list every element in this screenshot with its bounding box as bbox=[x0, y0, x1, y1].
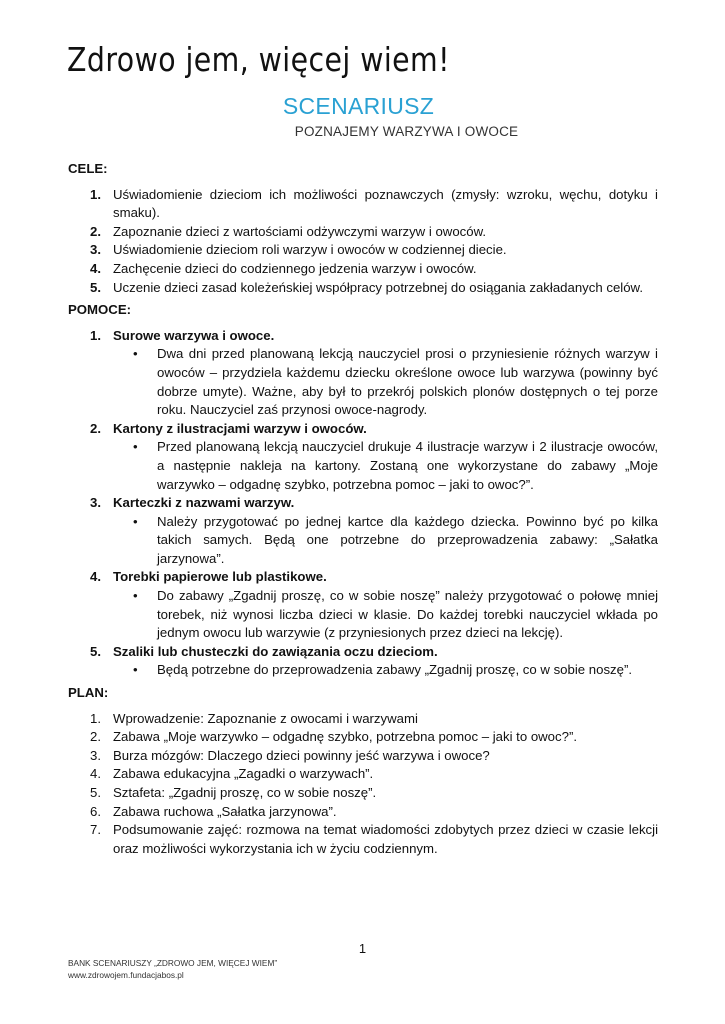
list-number: 1. bbox=[90, 186, 101, 202]
list-item bbox=[68, 327, 658, 420]
bullet-icon: • bbox=[133, 662, 138, 678]
bullet-list bbox=[113, 438, 658, 494]
cele-heading: CELE: bbox=[68, 161, 108, 176]
list-number: 3. bbox=[90, 747, 101, 763]
list-item bbox=[68, 241, 658, 260]
list-item bbox=[68, 186, 658, 223]
plan-heading: PLAN: bbox=[68, 685, 109, 701]
list-number: 2. bbox=[90, 223, 101, 239]
list-text: Uświadomienie dzieciom roli warzyw i owoców w codziennej diecie. bbox=[113, 242, 507, 258]
list-text: Wprowadzenie: Zapoznanie z owocami i warzywami bbox=[113, 710, 418, 726]
item-title: Surowe warzywa i owoce. bbox=[113, 327, 275, 343]
pomoce-list bbox=[68, 327, 658, 680]
bullet-item bbox=[113, 513, 658, 569]
bullet-text: Do zabawy „Zgadnij proszę, co w sobie noszę” należy przygotować o połowę mniej torebek, niż wynosi liczba dzieci w klasie. Do każdej torebki nauczyciel wkłada po jednym owocu lub warzywie (z przyniesionych przez dzieci na lekcję). bbox=[157, 588, 658, 641]
list-number: 1. bbox=[90, 710, 101, 726]
plan-list bbox=[68, 710, 658, 859]
bullet-icon: • bbox=[133, 346, 138, 362]
bullet-text: Należy przygotować po jednej kartce dla każdego dziecka. Powinno być po kilka takich samych. Będą one potrzebne do przeprowadzenia zabawy: „Sałatka jarzynowa”. bbox=[157, 513, 658, 566]
list-text: Uświadomienie dzieciom ich możliwości poznawczych (zmysły: wzroku, węchu, dotyku i smaku). bbox=[113, 186, 658, 221]
bullet-text: Przed planowaną lekcją nauczyciel drukuje 4 ilustracje warzyw i 2 ilustracje owoców, a następnie nakleja na kartony. Zostaną one wykorzystane do zabawy „Moje warzywko – odgadnę szybko, potrzebna pomoc – jaki to owoc?”. bbox=[157, 439, 658, 492]
footer-title: BANK SCENARIUSZY „ZDROWO JEM, WIĘCEJ WIEM” bbox=[68, 958, 278, 968]
list-item bbox=[68, 279, 658, 298]
item-title: Kartony z ilustracjami warzyw i owoców. bbox=[113, 420, 367, 436]
bullet-list bbox=[113, 345, 658, 419]
list-number: 3. bbox=[90, 242, 101, 258]
list-number: 4. bbox=[90, 766, 101, 782]
list-number: 3. bbox=[90, 495, 101, 511]
bullet-list bbox=[113, 661, 658, 680]
bullet-list bbox=[113, 587, 658, 643]
pomoce-heading: POMOCE: bbox=[68, 302, 132, 318]
list-item bbox=[68, 223, 658, 242]
list-number: 5. bbox=[90, 643, 101, 659]
bullet-text: Dwa dni przed planowaną lekcją nauczyciel prosi o przyniesienie różnych warzyw i owoców – przydziela każdemu dziecku określone owoce lub warzywa (powinny być dobrze umyte). Ważne, aby był to przekrój polskich plonów dostępnych o tej porze roku. Nauczyciel zaś przynosi owoce-nagrody. bbox=[157, 346, 658, 418]
bullet-item bbox=[113, 438, 658, 494]
list-number: 2. bbox=[90, 420, 101, 436]
list-item bbox=[68, 803, 658, 822]
list-text: Zapoznanie dzieci z wartościami odżywczymi warzyw i owoców. bbox=[113, 223, 487, 239]
list-number: 7. bbox=[90, 822, 101, 838]
item-title: Karteczki z nazwami warzyw. bbox=[113, 495, 295, 511]
logo-text: Zdrowo jem, więcej wiem! bbox=[67, 40, 450, 79]
list-item bbox=[68, 728, 658, 747]
list-number: 6. bbox=[90, 803, 101, 819]
list-text: Zabawa edukacyjna „Zagadki o warzywach”. bbox=[113, 766, 374, 782]
list-item bbox=[68, 260, 658, 279]
bullet-item bbox=[113, 587, 658, 643]
page-number: 1 bbox=[358, 941, 367, 956]
document-subtitle: POZNAJEMY WARZYWA I OWOCE bbox=[294, 124, 519, 139]
list-text: Zachęcenie dzieci do codziennego jedzenia warzyw i owoców. bbox=[113, 260, 477, 276]
list-item bbox=[68, 821, 658, 858]
document-body bbox=[68, 160, 658, 862]
item-title: Szaliki lub chusteczki do zawiązania oczu dzieciom. bbox=[113, 643, 438, 659]
document-header bbox=[0, 93, 725, 139]
cele-list bbox=[68, 186, 658, 298]
list-number: 4. bbox=[90, 569, 101, 585]
bullet-list bbox=[113, 513, 658, 569]
list-text: Zabawa ruchowa „Sałatka jarzynowa”. bbox=[113, 803, 337, 819]
list-number: 5. bbox=[90, 785, 101, 800]
list-text: Podsumowanie zajęć: rozmowa na temat wiadomości zdobytych przez dzieci w czasie lekcji oraz możliwości wykorzystania ich w życiu codziennym. bbox=[113, 822, 658, 856]
bullet-icon: • bbox=[133, 588, 138, 604]
list-item bbox=[68, 568, 658, 642]
item-title: Torebki papierowe lub plastikowe. bbox=[113, 569, 327, 585]
list-item bbox=[68, 643, 658, 680]
list-text: Uczenie dzieci zasad koleżeńskiej współpracy potrzebnej do osiągania zakładanych celów. bbox=[113, 279, 643, 295]
list-number: 5. bbox=[90, 279, 101, 295]
list-item bbox=[68, 494, 658, 568]
page-footer bbox=[68, 957, 277, 981]
list-item bbox=[68, 765, 658, 784]
footer-url[interactable]: www.zdrowojem.fundacjabos.pl bbox=[68, 970, 184, 980]
bullet-text: Będą potrzebne do przeprowadzenia zabawy „Zgadnij proszę, co w sobie noszę”. bbox=[157, 662, 633, 678]
list-number: 4. bbox=[90, 260, 101, 276]
bullet-item bbox=[113, 661, 658, 680]
list-number: 1. bbox=[90, 327, 101, 343]
bullet-icon: • bbox=[133, 439, 138, 455]
list-item bbox=[68, 710, 658, 729]
list-text: Sztafeta: „Zgadnij proszę, co w sobie noszę”. bbox=[113, 785, 377, 800]
list-number: 2. bbox=[90, 729, 101, 745]
list-item bbox=[68, 420, 658, 494]
list-item bbox=[68, 784, 658, 803]
list-text: Zabawa „Moje warzywko – odgadnę szybko, potrzebna pomoc – jaki to owoc?”. bbox=[113, 729, 577, 745]
list-text: Burza mózgów: Dlaczego dzieci powinny jeść warzywa i owoce? bbox=[113, 747, 490, 763]
document-title: SCENARIUSZ bbox=[282, 93, 435, 119]
list-item bbox=[68, 747, 658, 766]
bullet-item bbox=[113, 345, 658, 419]
bullet-icon: • bbox=[133, 513, 138, 529]
